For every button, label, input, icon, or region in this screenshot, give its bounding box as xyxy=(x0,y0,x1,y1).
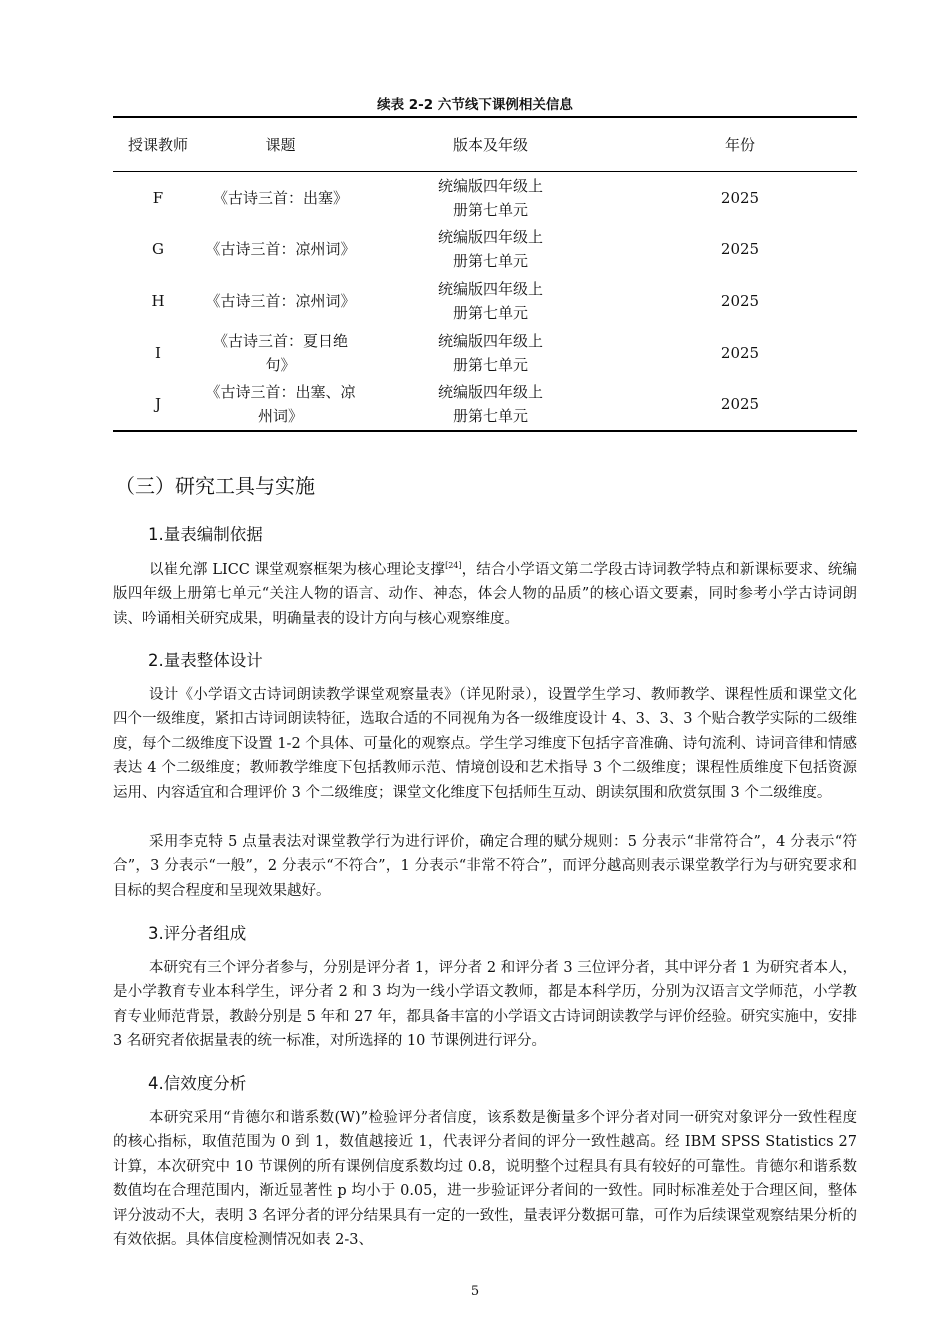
table-row xyxy=(113,378,857,431)
version-cell: 统编版四年级上册第七单元 xyxy=(437,176,543,219)
teacher-cell: J xyxy=(113,378,203,431)
title-cell: 《古诗三首：夏日绝句》 xyxy=(212,331,348,374)
teacher-cell: F xyxy=(152,188,164,207)
paragraph-raters: 本研究有三个评分者参与，分别是评分者 1，评分者 2 和评分者 3 三位评分者，其中评分者 1 为研究者本人，是小学教育专业本科学生，评分者 2 和 3 均为一线小学语文教师，都是本科学历，分别为汉语言文学师范，小学教育专业师范背景，教龄分别是 5 年和 27 年，都具备丰富的小学语文古诗词朗读教学与评价经验。研究实施中，安排 3 名研究者依据量表的统一标准，对所选择的 10 节课例进行评分。 xyxy=(113,960,857,1050)
teacher-cell: I xyxy=(155,343,161,362)
subsection-heading-scale-basis: 1.量表编制依据 xyxy=(148,525,263,544)
table-row xyxy=(113,327,857,379)
year-cell: 2025 xyxy=(720,291,760,310)
citation-marker: [24] xyxy=(445,561,462,571)
teacher-cell: G xyxy=(152,240,164,259)
column-header-year: 年份 xyxy=(623,117,857,172)
subsection-heading-scale-design: 2.量表整体设计 xyxy=(148,651,263,670)
title-cell: 《古诗三首：出塞、凉州词》 xyxy=(205,383,356,426)
section-heading: （三）研究工具与实施 xyxy=(115,474,315,498)
course-table xyxy=(113,116,857,432)
teacher-cell: H xyxy=(151,291,165,310)
paragraph-likert-scoring: 采用李克特 5 点量表法对课堂教学行为进行评价，确定合理的赋分规则：5 分表示“非常符合”，4 分表示“符合”，3 分表示“一般”，2 分表示“不符合”，1 分表示“非常不符合”，而评分越高则表示课堂教学行为与研究要求和目标的契合程度和呈现效果越好。 xyxy=(113,834,857,899)
column-header-version: 版本及年级 xyxy=(358,117,623,172)
version-cell: 统编版四年级上册第七单元 xyxy=(437,383,543,426)
table-row xyxy=(113,275,857,327)
page-number: 5 xyxy=(470,1284,480,1299)
version-cell: 统编版四年级上册第七单元 xyxy=(437,228,543,271)
table-row xyxy=(113,172,857,224)
title-cell: 《古诗三首：凉州词》 xyxy=(205,291,356,310)
table-caption: 续表 2-2 六节线下课例相关信息 xyxy=(377,97,573,113)
table-header-row xyxy=(113,117,857,172)
subsection-heading-reliability: 4.信效度分析 xyxy=(148,1074,247,1093)
title-cell: 《古诗三首：出塞》 xyxy=(212,188,348,207)
version-cell: 统编版四年级上册第七单元 xyxy=(437,279,543,322)
column-header-title: 课题 xyxy=(203,117,358,172)
table-row xyxy=(113,224,857,276)
version-cell: 统编版四年级上册第七单元 xyxy=(437,331,543,374)
title-cell: 《古诗三首：凉州词》 xyxy=(205,240,356,259)
paragraph-scale-basis: 以崔允漷 LICC 课堂观察框架为核心理论支撑[24]，结合小学语文第二学段古诗词教学特点和新课标要求、统编版四年级上册第七单元“关注人物的语言、动作、神态，体会人物的品质”的核心语文要素，同时参考小学古诗词朗读、吟诵相关研究成果，明确量表的设计方向与核心观察维度。 xyxy=(113,561,857,627)
paragraph-reliability: 本研究采用“肯德尔和谐系数(W)”检验评分者信度，该系数是衡量多个评分者对同一研究对象评分一致性程度的核心指标，取值范围为 0 到 1，数值越接近 1，代表评分者间的评分一致性越高。经 IBM SPSS Statistics 27 计算，本次研究中 10 节课例的所有课例信度系数均过 0.8，说明整个过程具有具有较好的可靠性。肯德尔和谐系数数值均在合理范围内，渐近显著性 p 均小于 0.05，进一步验证评分者间的一致性。同时标准差处于合理区间，整体评分波动不大，表明 3 名评分者的评分结果具有一定的一致性，量表评分数据可靠，可作为后续课堂观察结果分析的有效依据。具体信度检测情况如表 2-3、 xyxy=(113,1110,857,1249)
year-cell: 2025 xyxy=(720,343,760,362)
year-cell: 2025 xyxy=(623,378,857,431)
year-cell: 2025 xyxy=(720,240,760,259)
year-cell: 2025 xyxy=(720,188,760,207)
paragraph-scale-design: 设计《小学语文古诗词朗读教学课堂观察量表》（详见附录），设置学生学习、教师教学、课程性质和课堂文化四个一级维度，紧扣古诗词朗读特征，选取合适的不同视角为各一级维度设计 4、3、3、3 个贴合教学实际的二级维度，每个二级维度下设置 1-2 个具体、可量化的观察点。学生学习维度下包括字音准确、诗句流利、诗词音律和情感表达 4 个二级维度；教师教学维度下包括教师示范、情境创设和艺术指导 3 个二级维度；课程性质维度下包括资源运用、内容适宜和合理评价 3 个二级维度；课堂文化维度下包括师生互动、朗读氛围和欣赏氛围 3 个二级维度。 xyxy=(113,687,857,801)
subsection-heading-raters: 3.评分者组成 xyxy=(148,924,247,943)
column-header-teacher: 授课教师 xyxy=(113,117,203,172)
